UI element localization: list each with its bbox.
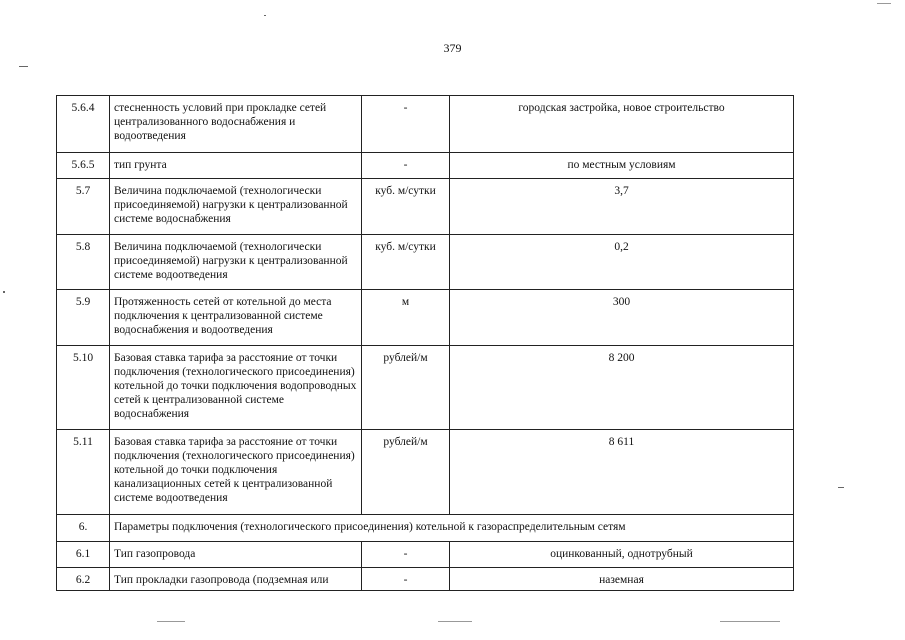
scan-mark	[264, 15, 266, 16]
scan-mark	[438, 621, 472, 622]
row-number: 5.9	[57, 290, 110, 346]
row-value: 3,7	[450, 179, 794, 235]
row-description: Протяженность сетей от котельной до места подключения к централизованной системе водоснабжения и водоотведения	[110, 290, 362, 346]
row-number: 5.6.5	[57, 153, 110, 179]
table-row	[57, 179, 794, 235]
row-number: 5.7	[57, 179, 110, 235]
table-row	[57, 568, 794, 591]
row-unit: м	[362, 290, 450, 346]
scan-mark	[838, 487, 844, 488]
row-unit: -	[362, 542, 450, 568]
row-value: 0,2	[450, 235, 794, 290]
table-row	[57, 290, 794, 346]
row-value: по местным условиям	[450, 153, 794, 179]
row-unit: рублей/м	[362, 346, 450, 430]
row-unit: куб. м/сутки	[362, 235, 450, 290]
scan-mark	[19, 66, 28, 67]
table-row	[57, 153, 794, 179]
row-number: 5.6.4	[57, 96, 110, 153]
row-unit: куб. м/сутки	[362, 179, 450, 235]
row-number: 6.	[57, 515, 110, 542]
row-description: тип грунта	[110, 153, 362, 179]
table-row	[57, 346, 794, 430]
row-number: 5.8	[57, 235, 110, 290]
row-description: Тип газопровода	[110, 542, 362, 568]
row-description: Базовая ставка тарифа за расстояние от точки подключения (технологического присоединения) котельной до точки подключения водопроводных сетей к централизованной системе водоснабжения	[110, 346, 362, 430]
row-description: Тип прокладки газопровода (подземная или	[110, 568, 362, 591]
row-value: 8 611	[450, 430, 794, 515]
row-value: 8 200	[450, 346, 794, 430]
row-unit: -	[362, 96, 450, 153]
row-value: наземная	[450, 568, 794, 591]
row-number: 6.1	[57, 542, 110, 568]
scan-mark	[877, 3, 891, 4]
parameters-table	[56, 95, 794, 591]
page-number: 379	[443, 41, 462, 55]
row-description: стесненность условий при прокладке сетей централизованного водоснабжения и водоотведения	[110, 96, 362, 153]
row-description: Величина подключаемой (технологически присоединяемой) нагрузки к централизованной системе водоотведения	[110, 235, 362, 290]
section-heading: Параметры подключения (технологического присоединения) котельной к газораспределительным сетям	[110, 515, 794, 542]
row-description: Базовая ставка тарифа за расстояние от точки подключения (технологического присоединения) котельной до точки подключения канализационных сетей к централизованной системе водоотведения	[110, 430, 362, 515]
scan-mark	[720, 621, 780, 622]
row-value: городская застройка, новое строительство	[450, 96, 794, 153]
table-row	[57, 542, 794, 568]
table-row	[57, 430, 794, 515]
table-row	[57, 515, 794, 542]
scan-mark	[3, 291, 5, 293]
table-row	[57, 235, 794, 290]
row-value: оцинкованный, однотрубный	[450, 542, 794, 568]
row-unit: рублей/м	[362, 430, 450, 515]
row-unit: -	[362, 568, 450, 591]
row-number: 6.2	[57, 568, 110, 591]
row-number: 5.10	[57, 346, 110, 430]
row-number: 5.11	[57, 430, 110, 515]
table-row	[57, 96, 794, 153]
row-value: 300	[450, 290, 794, 346]
scan-mark	[157, 621, 185, 622]
row-description: Величина подключаемой (технологически присоединяемой) нагрузки к централизованной системе водоснабжения	[110, 179, 362, 235]
row-unit: -	[362, 153, 450, 179]
